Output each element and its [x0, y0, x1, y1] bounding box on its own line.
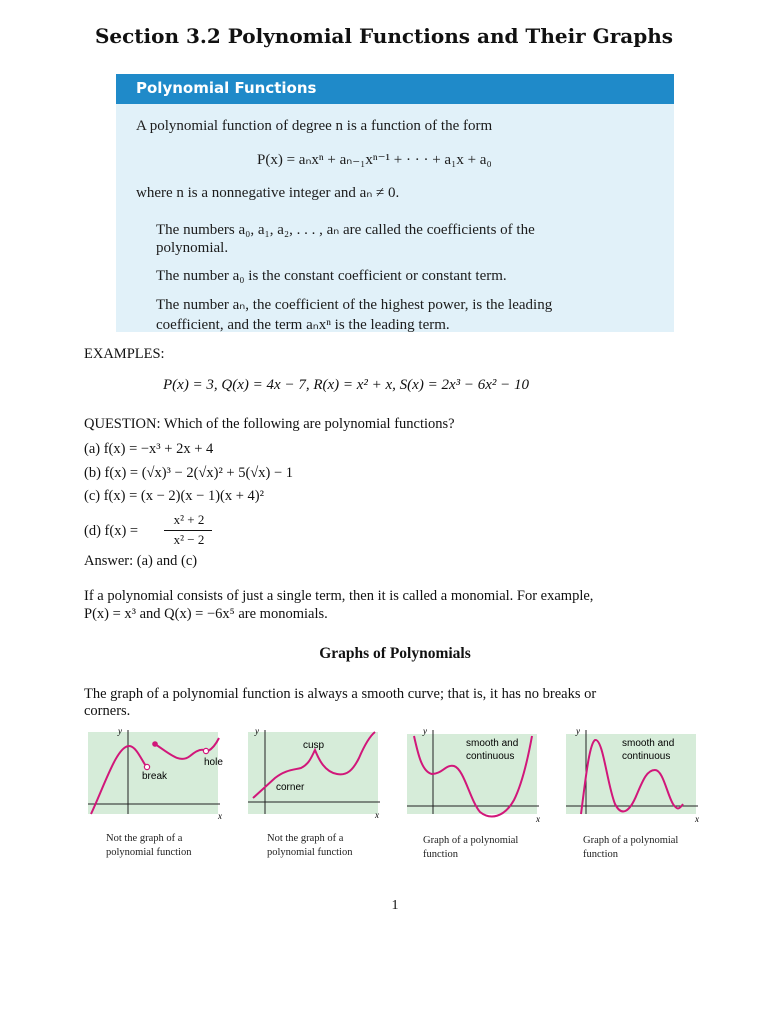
- section-heading: Graphs of Polynomials: [319, 645, 471, 662]
- graph-1-break-point: [144, 764, 149, 769]
- answer: Answer: (a) and (c): [84, 553, 198, 569]
- option-d-denominator: x² − 2: [173, 532, 205, 547]
- option-c: (c) f(x) = (x − 2)(x − 1)(x + 4)²: [84, 488, 264, 504]
- definition-bullet-3b: coefficient, and the term aₙxⁿ is the leading term.: [156, 317, 450, 333]
- option-b: (b) f(x) = (√x)³ − 2(√x)² + 5(√x) − 1: [84, 465, 294, 481]
- graph-1-jump-point: [152, 741, 158, 747]
- graph-3-annotation-1: smooth and: [466, 738, 519, 749]
- graph-3-x-label: x: [536, 814, 540, 824]
- definition-box-header: [116, 74, 674, 104]
- graph-4-y-label: y: [576, 726, 580, 736]
- graph-1-x-label: x: [218, 811, 222, 821]
- option-d: (d) f(x) =: [84, 523, 139, 539]
- examples-equations: P(x) = 3, Q(x) = 4x − 7, R(x) = x² + x, S(x) = 2x³ − 6x² − 10: [163, 377, 530, 393]
- graph-1-caption-1: Not the graph of a: [106, 833, 183, 844]
- fraction-bar: [164, 530, 212, 531]
- graph-1-annotation-break: break: [142, 771, 168, 782]
- graph-4-x-label: x: [695, 814, 699, 824]
- definition-line-1: A polynomial function of degree n is a function of the form: [136, 118, 493, 134]
- graph-3-caption-1: Graph of a polynomial: [423, 835, 519, 846]
- graph-1-annotation-hole: hole: [204, 757, 223, 768]
- definition-bullet-1a: The numbers a₀, a₁, a₂, . . . , aₙ are called the coefficients of the: [156, 222, 535, 238]
- graph-1-hole: [203, 748, 208, 753]
- graph-3-y-label: y: [423, 726, 427, 736]
- graphs-line-1: The graph of a polynomial function is always a smooth curve; that is, it has no breaks or: [84, 686, 597, 702]
- graph-2: [245, 724, 390, 834]
- graph-4-annotation-1: smooth and: [622, 738, 675, 749]
- monomial-line-1: If a polynomial consists of just a single term, then it is called a monomial. For example,: [84, 588, 594, 604]
- graph-4-annotation-2: continuous: [622, 751, 671, 762]
- monomial-line-2: P(x) = x³ and Q(x) = −6x⁵ are monomials.: [84, 606, 328, 622]
- graph-2-caption-2: polynomial function: [267, 847, 353, 858]
- examples-label: EXAMPLES:: [84, 346, 165, 362]
- graph-2-caption-1: Not the graph of a: [267, 833, 344, 844]
- page-title: Section 3.2 Polynomial Functions and Their Graphs: [94, 24, 674, 48]
- page-number: 1: [391, 898, 399, 913]
- definition-bullet-3a: The number aₙ, the coefficient of the highest power, is the leading: [156, 297, 553, 313]
- graph-1-y-label: y: [118, 726, 122, 736]
- definition-box-heading: Polynomial Functions: [136, 79, 317, 97]
- graph-panel-4: [563, 724, 708, 834]
- graph-4-caption-1: Graph of a polynomial: [583, 835, 679, 846]
- definition-box: [116, 74, 674, 332]
- definition-bullet-2: The number a₀ is the constant coefficient or constant term.: [156, 268, 507, 284]
- definition-bullet-1b: polynomial.: [156, 240, 229, 256]
- question-prompt: QUESTION: Which of the following are polynomial functions?: [84, 416, 455, 432]
- graph-2-y-label: y: [255, 726, 259, 736]
- graph-4: [563, 724, 708, 834]
- graph-2-annotation-corner: corner: [276, 782, 305, 793]
- graph-1: [85, 724, 230, 834]
- graph-panel-2: [245, 724, 390, 834]
- option-a: (a) f(x) = −x³ + 2x + 4: [84, 441, 214, 457]
- graph-panel-3: [404, 724, 549, 834]
- graphs-line-2: corners.: [84, 703, 131, 719]
- graph-3: [404, 724, 549, 834]
- graph-2-x-label: x: [375, 810, 379, 820]
- graph-1-caption-2: polynomial function: [106, 847, 192, 858]
- graph-2-annotation-cusp: cusp: [303, 740, 325, 751]
- graph-3-annotation-2: continuous: [466, 751, 515, 762]
- graph-panel-1: [85, 724, 230, 834]
- definition-formula: P(x) = aₙxⁿ + aₙ₋₁xⁿ⁻¹ + · · · + a₁x + a₀: [257, 152, 492, 168]
- graph-3-caption-2: function: [423, 849, 458, 860]
- graph-4-caption-2: function: [583, 849, 618, 860]
- definition-line-2: where n is a nonnegative integer and aₙ ≠ 0.: [136, 185, 400, 201]
- option-d-numerator: x² + 2: [173, 512, 205, 527]
